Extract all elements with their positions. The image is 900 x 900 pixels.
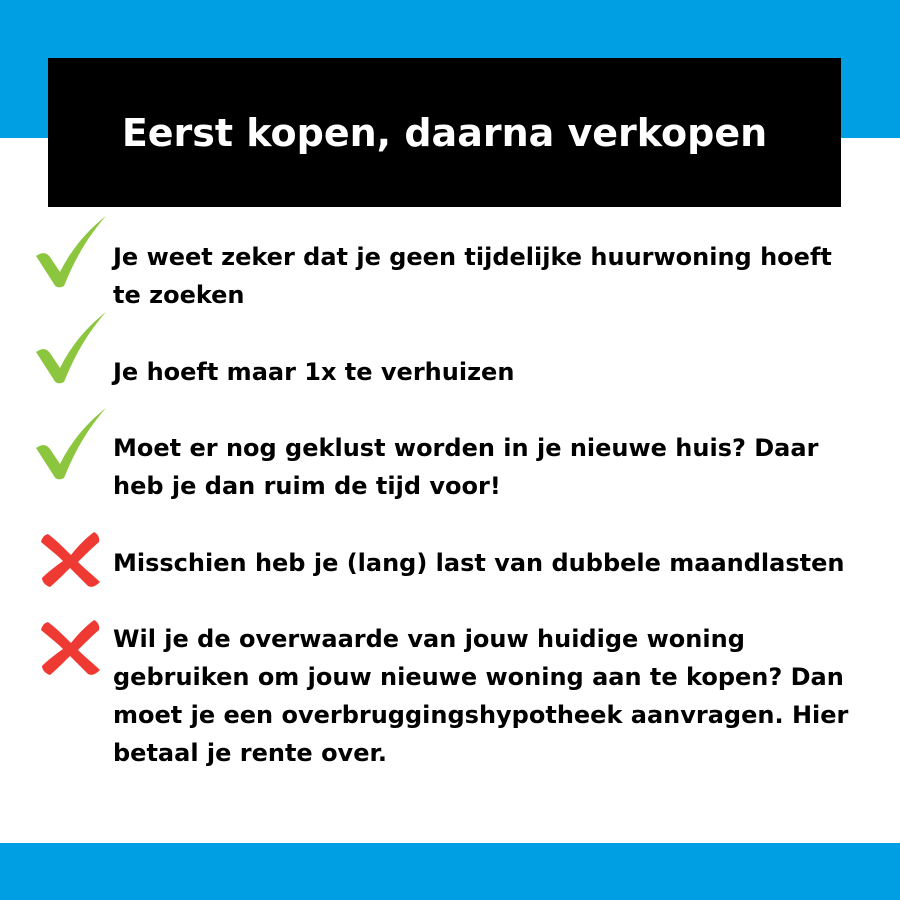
list-item-text: Misschien heb je (lang) last van dubbele maandlasten: [113, 549, 845, 577]
title-banner: [48, 58, 841, 207]
page-title: Eerst kopen, daarna verkopen: [121, 110, 768, 155]
list-item-text: Je hoeft maar 1x te verhuizen: [113, 358, 515, 386]
check-icon: [30, 404, 110, 484]
cross-icon: [38, 618, 102, 676]
check-icon: [30, 212, 110, 292]
bottom-accent-band: [0, 843, 900, 900]
list-item-text: Wil je de overwaarde van jouw huidige woning gebruiken om jouw nieuwe woning aan te kopen? Dan moet je een overbruggingshypotheek aanvragen. Hier betaal je rente over.: [113, 625, 849, 767]
list-item-text: Je weet zeker dat je geen tijdelijke huurwoning hoeft te zoeken: [113, 243, 832, 309]
check-icon: [30, 308, 110, 388]
cross-icon: [38, 530, 102, 588]
list-item-text: Moet er nog geklust worden in je nieuwe huis? Daar heb je dan ruim de tijd voor!: [113, 434, 819, 500]
